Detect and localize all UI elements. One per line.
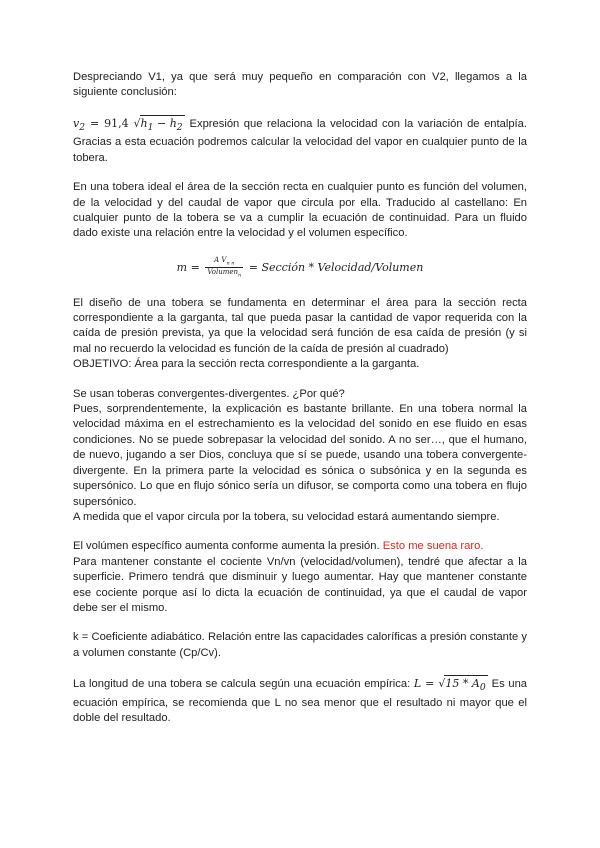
sqrt-symbol-icon: √ [438, 677, 446, 691]
eq1-coef: = 91,4 [89, 116, 129, 130]
specific-volume-text: El volúmen específico aumenta conforme aumenta la presión. [73, 540, 380, 553]
sqrt-symbol-icon: √ [133, 116, 141, 130]
length-equation [413, 677, 492, 694]
eq2-denominator [205, 268, 243, 279]
red-annotation: Esto me suena raro. [382, 540, 484, 553]
continuity-equation [73, 256, 527, 280]
eq2-den-sub: n [238, 272, 242, 279]
eq2-fraction [205, 256, 243, 280]
eq3-lhs: L = [413, 677, 435, 691]
eq1-h1: h [140, 116, 148, 130]
eq1-op: − [153, 116, 170, 130]
length-text-b: Es una ecuación empírica, se recomienda que L no sea menor que el resultado ni mayor que el doble del resultado. [73, 678, 528, 725]
eq2-lhs: m = [176, 260, 200, 274]
eq1-h2: h [169, 116, 177, 130]
paragraph-design: El diseño de una tobera se fundamenta en determinar el área para la sección recta correspondiente a la garganta, tal que pueda pasar la cantidad de vapor requerida con la caída de presión prevista, ya que la velocidad será función de esa caída de presión (y si mal no recuerdo la velocidad es función de la caída de presión al cuadrado) [73, 296, 527, 355]
eq2-numerator [205, 256, 243, 268]
eq3-radicand [444, 675, 487, 696]
eq2-rhs: = Sección * Velocidad/Volumen [248, 260, 424, 274]
paragraph-specific-volume [73, 539, 527, 554]
paragraph-explanation: Pues, sorprendentemente, la explicación es bastante brillante. En una tobera normal la velocidad máxima en el estrechamiento es la velocidad del sonido en ese fluido en esas condiciones. No se puede sobrepasar la velocidad del sonido. A no ser…, que el humano, de nuevo, jugando a ser Dios, concluya que sí se puede, usando una tobera convergente-divergente. En la primera parte la velocidad es sónica o subsónica y en la segunda es supersónico. Lo que en flujo sónico sería un difusor, se comporta como una tobera en flujo supersónico. [73, 403, 527, 508]
eq2-num-text: A V [214, 255, 227, 264]
paragraph-velocity-equation [73, 115, 527, 166]
eq1-radicand [140, 115, 185, 136]
length-text-a: La longitud de una tobera se calcula según una ecuación empírica: [73, 678, 411, 691]
paragraph-objective: OBJETIVO: Área para la sección recta correspondiente a la garganta. [73, 358, 420, 371]
eq2-num-sub: n n [226, 260, 235, 267]
eq1-h1-sub: 1 [147, 122, 154, 133]
paragraph-question: Se usan toberas convergentes-divergentes. ¿Por qué? [73, 387, 345, 400]
eq3-rad-text: 15 * A [445, 677, 480, 691]
paragraph-quotient: Para mantener constante el cociente Vn/vn (velocidad/volumen), tendré que afectar a la superficie. Primero tendrá que disminuir y luego aumentar. Hay que mantener constante ese cociente porque así lo dicta la ecuación de continuidad, ya que el caudal de vapor debe ser el mismo. [73, 555, 527, 614]
paragraph-adiabatic: k = Coeficiente adiabático. Relación entre las capacidades caloríficas a presión constante y a volumen constante (Cp/Cv). [73, 631, 527, 659]
eq1-lhs: v [73, 116, 80, 130]
eq3-rad-sub: 0 [479, 682, 486, 694]
eq1-lhs-sub: 2 [79, 122, 86, 133]
paragraph-ideal-nozzle: En una tobera ideal el área de la sección recta en cualquier punto es función del volumen, de la velocidad y del caudal de vapor que circula por ella. Traducido al castellano: En cualquier punto de la tobera se va a cumplir la ecuación de continuidad. Para un fluido dado existe una relación entre la velocidad y el volumen específico. [73, 181, 527, 240]
eq1-h2-sub: 2 [176, 122, 183, 133]
document-page [73, 70, 527, 741]
velocity-equation [73, 116, 190, 133]
eq2-den-text: Volumen [207, 268, 238, 277]
paragraph-intro: Despreciando V1, ya que será muy pequeño en comparación con V2, llegamos a la siguiente conclusión: [73, 71, 527, 99]
paragraph-length [73, 675, 527, 726]
paragraph-velocity-text: Expresión que relaciona la velocidad con la variación de entalpía. Gracias a esta ecuación podremos calcular la velocidad del vapor en cualquier punto de la tobera. [73, 117, 527, 164]
paragraph-velocity-increase: A medida que el vapor circula por la tobera, su velocidad estará aumentando siempre. [73, 510, 500, 523]
